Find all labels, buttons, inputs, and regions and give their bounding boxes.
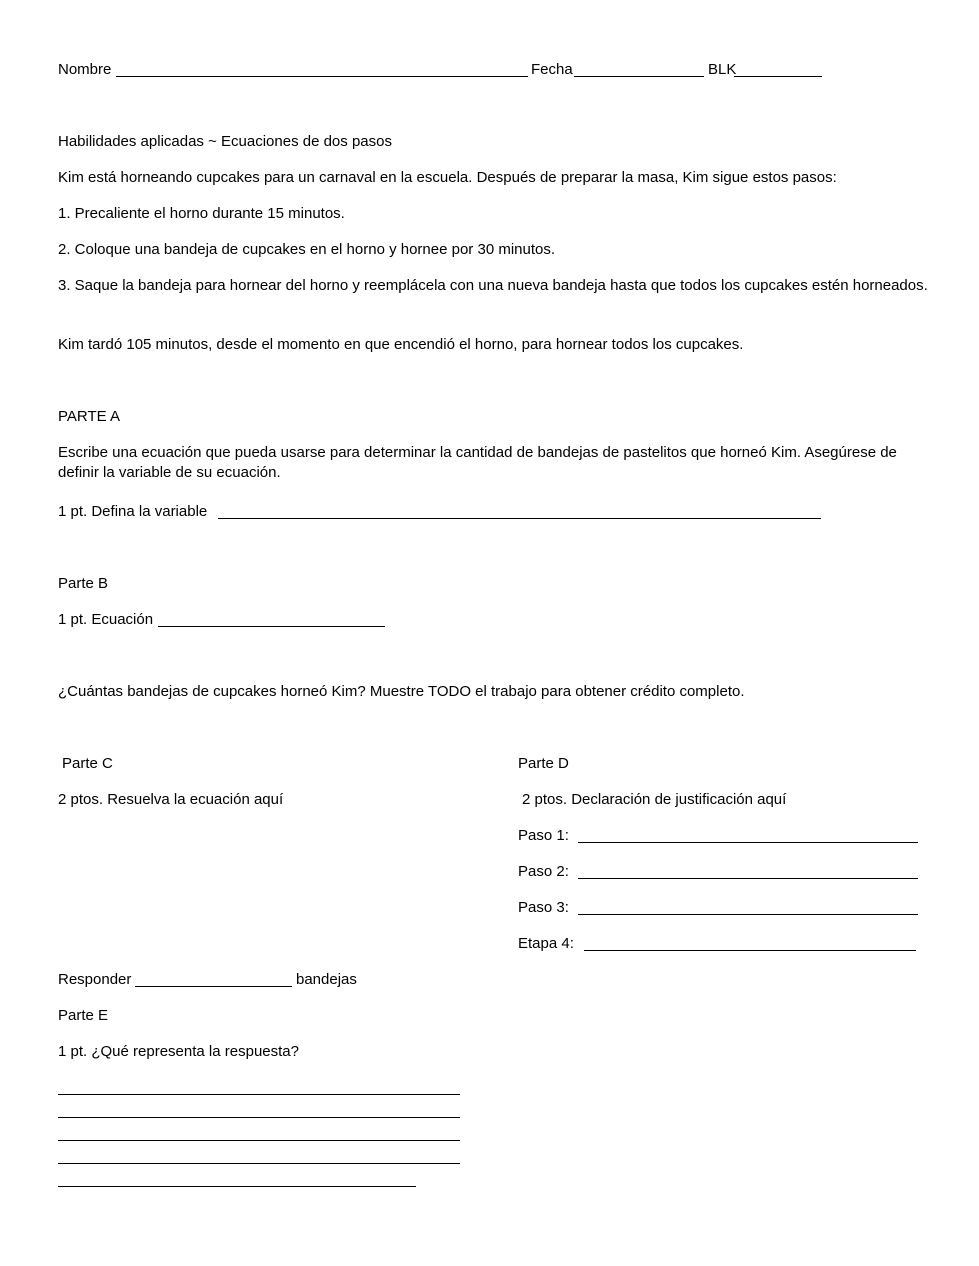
justification-step-2-field[interactable] <box>578 878 918 879</box>
justification-step-3-field[interactable] <box>578 914 918 915</box>
problem-context: Kim está horneando cupcakes para un carnaval en la escuela. Después de preparar la masa, Kim sigue estos pasos: <box>58 169 837 186</box>
answer-label: Responder <box>58 971 132 988</box>
equation-field[interactable] <box>158 626 385 627</box>
part-a-title: PARTE A <box>58 408 120 425</box>
justification-step-1-label: Paso 1: <box>518 827 569 844</box>
equation-label: 1 pt. Ecuación <box>58 611 154 628</box>
part-b-title: Parte B <box>58 575 109 592</box>
part-c-title: Parte C <box>62 755 113 772</box>
step-3: 3. Saque la bandeja para hornear del horno y reemplácela con una nueva bandeja hasta que todos los cupcakes estén horneados. <box>58 277 928 294</box>
part-a-instructions: Escribe una ecuación que pueda usarse para determinar la cantidad de bandejas de pastelitos que horneó Kim. Asegúrese de definir la variable de su ecuación. <box>58 444 897 481</box>
variable-label: 1 pt. Defina la variable <box>58 503 208 520</box>
skills-heading: Habilidades aplicadas ~ Ecuaciones de dos pasos <box>58 133 392 150</box>
block-label: BLK <box>708 61 737 78</box>
name-label: Nombre <box>58 61 112 78</box>
part-e-answer-line-2[interactable] <box>58 1117 460 1118</box>
justification-step-4-field[interactable] <box>584 950 916 951</box>
part-e-answer-line-3[interactable] <box>58 1140 460 1141</box>
answer-field[interactable] <box>135 986 292 987</box>
name-field[interactable] <box>116 76 528 77</box>
part-d-instructions: 2 ptos. Declaración de justificación aquí <box>522 791 787 808</box>
block-field[interactable] <box>734 76 822 77</box>
part-e-answer-line-4[interactable] <box>58 1163 460 1164</box>
problem-total: Kim tardó 105 minutos, desde el momento en que encendió el horno, para hornear todos los cupcakes. <box>58 336 744 353</box>
part-e-answer-line-5[interactable] <box>58 1186 416 1187</box>
justification-step-1-field[interactable] <box>578 842 918 843</box>
part-e-answer-line-1[interactable] <box>58 1094 460 1095</box>
part-d-title: Parte D <box>518 755 569 772</box>
step-1: 1. Precaliente el horno durante 15 minutos. <box>58 205 345 222</box>
variable-field[interactable] <box>218 518 821 519</box>
main-question: ¿Cuántas bandejas de cupcakes horneó Kim? Muestre TODO el trabajo para obtener crédito completo. <box>58 683 745 700</box>
date-label: Fecha <box>531 61 573 78</box>
justification-step-3-label: Paso 3: <box>518 899 569 916</box>
answer-unit: bandejas <box>296 971 357 988</box>
justification-step-2-label: Paso 2: <box>518 863 569 880</box>
justification-step-4-label: Etapa 4: <box>518 935 574 952</box>
step-2: 2. Coloque una bandeja de cupcakes en el horno y hornee por 30 minutos. <box>58 241 556 258</box>
part-c-instructions: 2 ptos. Resuelva la ecuación aquí <box>58 791 284 808</box>
part-e-question: 1 pt. ¿Qué representa la respuesta? <box>58 1043 299 1060</box>
part-e-title: Parte E <box>58 1007 109 1024</box>
date-field[interactable] <box>574 76 704 77</box>
